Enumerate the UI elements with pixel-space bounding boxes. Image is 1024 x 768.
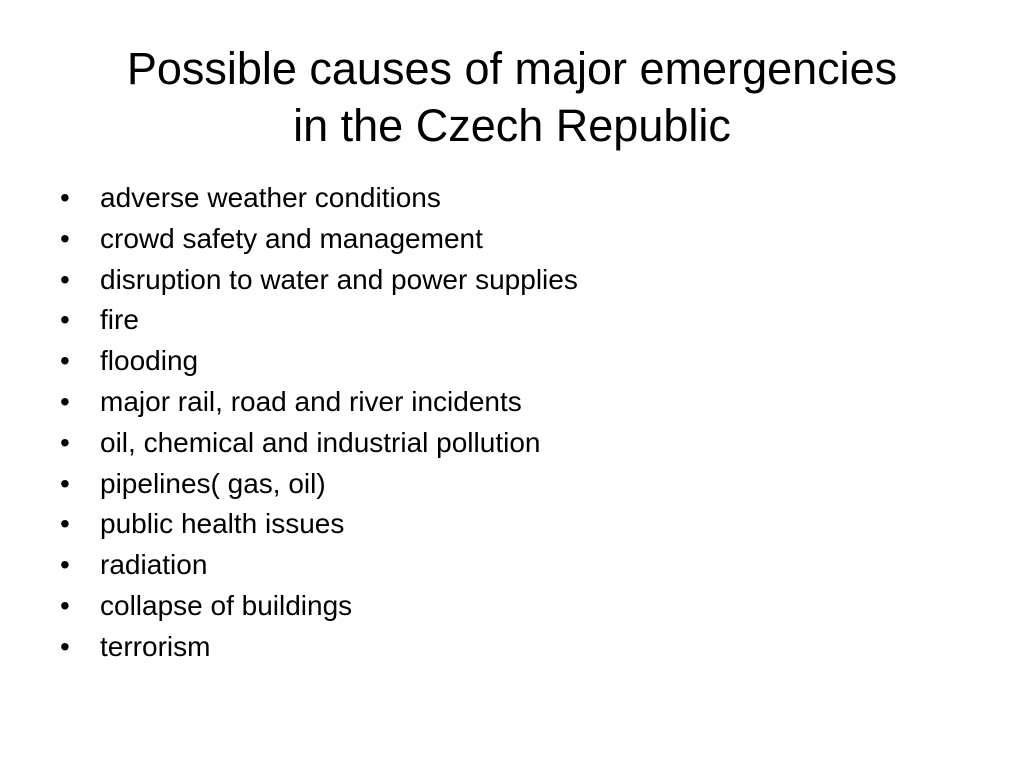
list-item-text: major rail, road and river incidents [100,385,522,417]
list-item-text: collapse of buildings [100,589,353,621]
list-item-text: public health issues [100,508,345,540]
slide-title-line-2: in the Czech Republic [293,100,731,151]
bullet-icon: • [60,467,70,499]
list-item [60,586,578,627]
bullet-icon: • [60,549,70,581]
list-item-text: flooding [100,345,199,377]
bullet-icon: • [60,182,70,213]
list-item-text: fire [100,304,139,336]
slide-title-line-1: Possible causes of major emergencies [126,43,898,94]
bullet-icon: • [60,589,70,621]
list-item-text: radiation [100,549,208,581]
list-item-text: oil, chemical and industrial pollution [100,426,541,458]
list-item [60,464,578,505]
bullet-icon: • [60,385,70,417]
bullet-icon: • [60,304,70,336]
list-item [60,423,578,464]
bullet-icon: • [60,508,70,540]
bullet-icon: • [60,222,70,254]
list-item [60,300,578,341]
list-item [60,545,578,586]
list-item [60,260,578,301]
list-item [60,627,578,668]
bullet-icon: • [60,345,70,377]
list-item-text: crowd safety and management [100,222,483,254]
bullet-icon: • [60,630,70,662]
list-item [60,178,578,219]
list-item-text: adverse weather conditions [100,182,441,213]
list-item-text: terrorism [100,630,211,662]
list-item-text: pipelines( gas, oil) [100,467,326,499]
bullet-icon: • [60,263,70,295]
list-item [60,341,578,382]
list-item [60,382,578,423]
list-item [60,504,578,545]
bullet-icon: • [60,426,70,458]
bullet-list [60,178,578,668]
slide-title [0,40,1024,154]
list-item-text: disruption to water and power supplies [100,263,578,295]
list-item [60,219,578,260]
